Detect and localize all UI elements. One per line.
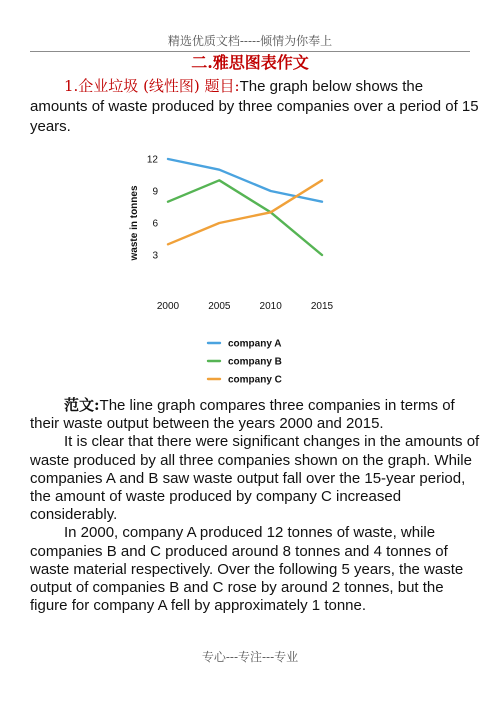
essay-paragraph-2-text: It is clear that there were significant changes in the amounts of waste produced by all three companies shown on the graph. While companies A and B saw waste output fall over the 15-year period, the amount of waste produced by company C increased considerably. [30, 433, 480, 524]
chart-svg [120, 145, 360, 395]
sample-essay [30, 396, 482, 615]
x-tick-label: 2010 [259, 301, 282, 312]
essay-label: 范文: [64, 396, 100, 414]
x-tick-label: 2000 [156, 301, 180, 312]
y-tick-label: 12 [146, 154, 158, 166]
task-prompt [30, 76, 480, 137]
y-tick-label: 9 [152, 186, 158, 198]
essay-paragraph-2 [30, 433, 482, 524]
x-tick-label: 2005 [208, 301, 231, 312]
essay-paragraph-3 [30, 524, 482, 615]
essay-paragraph-3-text: In 2000, company A produced 12 tonnes of waste, while companies B and C produced around 8 tonnes and 4 tonnes of waste material respectively. Over the following 5 years, the waste output of companies B and C rose by around 2 tonnes, but the figure for company A fell by approximately 1 tonne. [30, 524, 464, 615]
task-text: The graph below shows the amounts of waste produced by three companies over a period of 15 years. [30, 78, 479, 135]
legend-label: company C [228, 374, 282, 386]
task-label: 1.企业垃圾 (线性图) 题目: [64, 77, 240, 95]
page-footer: 专心---专注---专业 [201, 650, 299, 664]
y-tick-label: 6 [152, 218, 158, 230]
y-axis-label: waste in tonnes [129, 185, 140, 261]
page-header: 精选优质文档-----倾情为你奉上 [167, 34, 333, 48]
section-title: 二.雅思图表作文 [191, 53, 309, 72]
chart-layer [129, 155, 334, 386]
header-divider [30, 51, 470, 52]
waste-line-chart [120, 145, 360, 395]
essay-paragraph-1-text: The line graph compares three companies in terms of their waste output between the years 2000 and 2015. [30, 397, 455, 433]
y-tick-label: 3 [152, 250, 158, 262]
legend-label: company A [228, 338, 282, 350]
essay-paragraph-1 [30, 396, 482, 433]
x-tick-label: 2015 [310, 301, 334, 312]
legend-label: company B [228, 356, 282, 368]
